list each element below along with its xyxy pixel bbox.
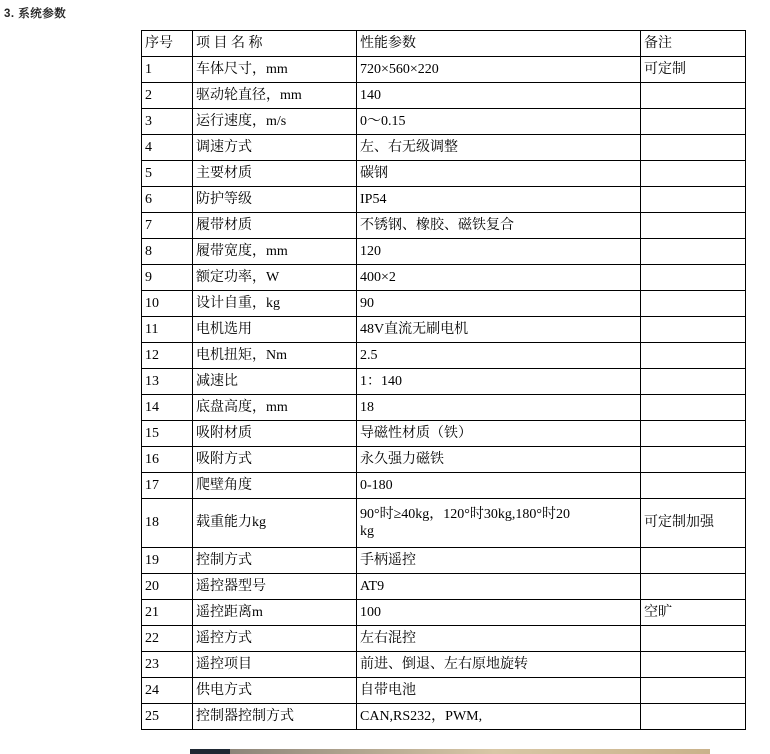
cell-index [142,678,193,704]
cell-item-name [193,187,357,213]
cell-param-value [357,291,641,317]
cell-param-value [357,678,641,704]
cell-remark [641,317,746,343]
cell-remark [641,600,746,626]
cell-text: 遥控距离m [196,604,263,620]
cell-text: 12 [145,347,159,363]
cell-item-name [193,626,357,652]
cell-text: 左、右无级调整 [360,139,458,155]
cell-text: 18 [145,515,159,531]
cell-item-name [193,600,357,626]
photo-edge-dark-segment [190,749,230,754]
cell-text: 16 [145,451,159,467]
cell-text: 履带宽度，mm [196,243,288,259]
cell-text: 19 [145,552,159,568]
cell-param-value [357,548,641,574]
cell-text: 11 [145,321,159,337]
cell-text: 6 [145,191,152,207]
cell-text: 防护等级 [196,191,252,207]
cell-index [142,265,193,291]
cell-remark [641,499,746,548]
table-row [142,600,746,626]
table-row [142,704,746,730]
cell-text: CAN,RS232，PWM, [360,708,483,724]
cell-text: 调速方式 [196,139,252,155]
cell-text: 20 [145,578,159,594]
cell-text: 手柄遥控 [360,552,416,568]
cell-text: 载重能力kg [196,515,266,531]
cell-text: 140 [360,87,381,103]
cell-item-name [193,421,357,447]
cell-item-name [193,161,357,187]
cell-index [142,239,193,265]
cell-remark [641,343,746,369]
cell-param-value [357,447,641,473]
cell-remark [641,161,746,187]
cell-param-value [357,317,641,343]
cell-item-name [193,83,357,109]
cell-index [142,317,193,343]
cell-index [142,343,193,369]
cell-text: 底盘高度，mm [196,399,288,415]
cell-param-value [357,499,641,548]
cell-remark [641,57,746,83]
cell-text: 主要材质 [196,165,252,181]
cell-text: 电机扭矩，Nm [196,347,287,363]
cell-text: 永久强力磁铁 [360,451,444,467]
table-row [142,473,746,499]
cell-text: 控制方式 [196,552,252,568]
table-row [142,83,746,109]
cell-text: 自带电池 [360,682,416,698]
cell-index [142,652,193,678]
cell-index [142,574,193,600]
cell-item-name [193,109,357,135]
table-header-row [142,31,746,57]
cell-remark [641,213,746,239]
cell-remark [641,395,746,421]
cell-text: 前进、倒退、左右原地旋转 [360,656,528,672]
cell-text: 1：140 [360,373,402,389]
cell-param-value [357,109,641,135]
cell-param-value [357,57,641,83]
cell-item-name [193,135,357,161]
cell-item-name [193,395,357,421]
cell-index [142,499,193,548]
section-title: 3. 系统参数 [4,8,67,20]
cell-text: 遥控方式 [196,630,252,646]
cell-item-name [193,369,357,395]
cell-remark [641,265,746,291]
cell-text: 可定制加强 [644,515,714,531]
cell-param-value [357,369,641,395]
cell-text: 14 [145,399,159,415]
cell-index [142,421,193,447]
cell-item-name [193,473,357,499]
cell-item-name [193,265,357,291]
cell-text: 21 [145,604,159,620]
cell-text: 不锈钢、橡胶、磁铁复合 [360,217,514,233]
cell-text: 90°时≥40kg，120°时30kg,180°时20kg [360,506,570,539]
table-row [142,548,746,574]
cell-remark [641,626,746,652]
table-row [142,187,746,213]
cell-param-value [357,213,641,239]
cell-text: 吸附方式 [196,451,252,467]
cell-index [142,447,193,473]
cell-remark [641,473,746,499]
cell-param-value [357,626,641,652]
cell-index [142,291,193,317]
cell-index [142,135,193,161]
cell-text: 23 [145,656,159,672]
cell-remark [641,109,746,135]
cell-item-name [193,704,357,730]
cell-remark [641,239,746,265]
table-row [142,652,746,678]
cell-text: 爬壁角度 [196,477,252,493]
cell-index [142,83,193,109]
cell-remark [641,574,746,600]
cell-text: 1 [145,61,152,77]
header-index: 序号 [142,31,193,57]
cell-text: 0～0.15 [360,113,406,129]
table-row [142,291,746,317]
cell-text: AT9 [360,578,385,594]
cell-text: 18 [360,399,374,415]
table-row [142,626,746,652]
cell-text: 8 [145,243,152,259]
cell-index [142,473,193,499]
cell-index [142,600,193,626]
cell-text: 48V直流无刷电机 [360,321,469,337]
header-remark: 备注 [641,31,746,57]
cell-remark [641,678,746,704]
cell-param-value [357,239,641,265]
cell-param-value [357,574,641,600]
cell-param-value [357,473,641,499]
cell-text: 120 [360,243,381,259]
cell-text: 供电方式 [196,682,252,698]
cell-text: 0-180 [360,477,393,493]
cell-text: 400×2 [360,269,396,285]
table-row [142,343,746,369]
cell-param-value [357,343,641,369]
cell-index [142,161,193,187]
cell-text: 13 [145,373,159,389]
table-row [142,57,746,83]
table-row [142,317,746,343]
cell-text: 7 [145,217,152,233]
cell-text: 2 [145,87,152,103]
cell-remark [641,135,746,161]
cell-item-name [193,574,357,600]
cell-index [142,548,193,574]
cell-text: 3 [145,113,152,129]
cell-remark [641,447,746,473]
cell-text: 控制器控制方式 [196,708,294,724]
cell-text: 17 [145,477,159,493]
cell-param-value [357,161,641,187]
cell-item-name [193,317,357,343]
cell-remark [641,548,746,574]
cell-text: 720×560×220 [360,61,439,77]
cell-item-name [193,447,357,473]
cell-text: 导磁性材质（铁） [360,425,472,441]
table-row [142,499,746,548]
cell-remark [641,704,746,730]
table-row [142,213,746,239]
cell-param-value [357,265,641,291]
table-row [142,161,746,187]
cell-item-name [193,548,357,574]
cell-text: 90 [360,295,374,311]
cell-remark [641,83,746,109]
cell-text: 额定功率，W [196,269,280,285]
cell-text: 电机选用 [196,321,252,337]
cell-index [142,704,193,730]
cell-remark [641,421,746,447]
cell-item-name [193,343,357,369]
table-row [142,265,746,291]
cell-text: 24 [145,682,159,698]
cell-text: 2.5 [360,347,378,363]
cell-item-name [193,213,357,239]
table-row [142,421,746,447]
cell-item-name [193,291,357,317]
table-row [142,395,746,421]
cell-param-value [357,600,641,626]
cell-remark [641,369,746,395]
cell-text: 100 [360,604,381,620]
cell-param-value [357,187,641,213]
photo-edge-tan-segment [230,749,710,754]
cell-text: 车体尺寸，mm [196,61,288,77]
cell-param-value [357,135,641,161]
cell-item-name [193,239,357,265]
cell-text: 25 [145,708,159,724]
cell-text: 吸附材质 [196,425,252,441]
parameters-table-body [142,57,746,730]
cell-index [142,57,193,83]
cell-item-name [193,499,357,548]
table-row [142,369,746,395]
cell-text: 左右混控 [360,630,416,646]
cell-text: 碳钢 [360,165,388,181]
cell-text: 9 [145,269,152,285]
cell-index [142,213,193,239]
cell-text: 减速比 [196,373,238,389]
cell-text: 设计自重，kg [196,295,280,311]
cell-text: 遥控器型号 [196,578,266,594]
cell-remark [641,291,746,317]
cell-text: 4 [145,139,152,155]
cell-text: 15 [145,425,159,441]
cell-item-name [193,652,357,678]
cell-index [142,626,193,652]
cell-text: 22 [145,630,159,646]
cell-text: 可定制 [644,61,686,77]
cell-item-name [193,678,357,704]
cell-index [142,187,193,213]
table-row [142,678,746,704]
cell-index [142,109,193,135]
cell-text: 遥控项目 [196,656,252,672]
cell-text: 运行速度，m/s [196,113,287,129]
cell-index [142,369,193,395]
header-item-name: 项 目 名 称 [193,31,357,57]
cell-param-value [357,704,641,730]
cell-text: 空旷 [644,604,672,620]
cell-param-value [357,83,641,109]
cell-text: 10 [145,295,159,311]
cell-text: 履带材质 [196,217,252,233]
cell-param-value [357,652,641,678]
table-row [142,109,746,135]
cell-param-value [357,421,641,447]
cell-remark [641,187,746,213]
cell-text: IP54 [360,191,387,207]
cell-item-name [193,57,357,83]
parameters-table [141,30,746,730]
cell-text: 5 [145,165,152,181]
header-param: 性能参数 [357,31,641,57]
table-row [142,447,746,473]
cell-remark [641,652,746,678]
cell-param-value [357,395,641,421]
table-row [142,135,746,161]
cell-text: 驱动轮直径，mm [196,87,302,103]
table-row [142,239,746,265]
table-row [142,574,746,600]
cell-index [142,395,193,421]
